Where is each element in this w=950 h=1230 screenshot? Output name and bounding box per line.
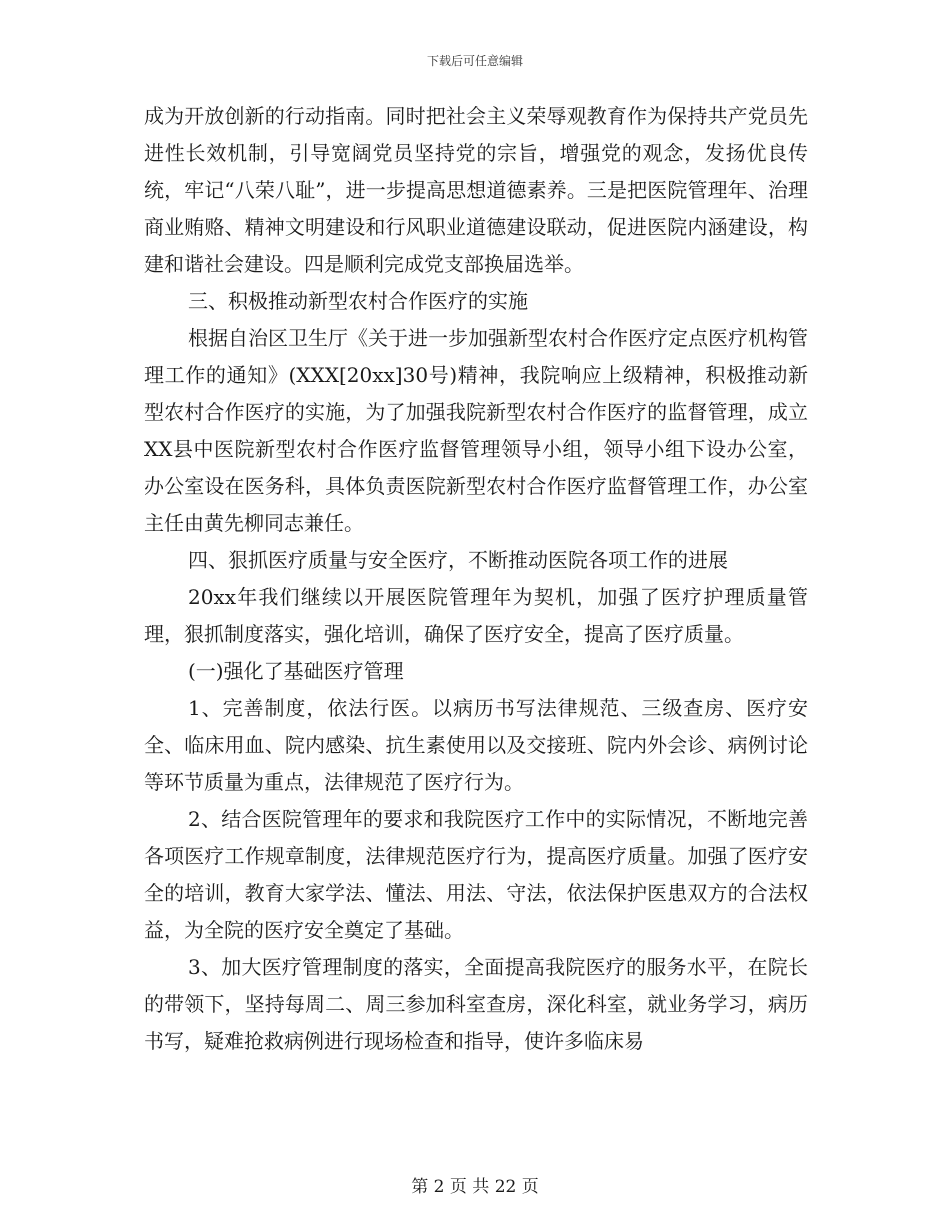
list-item-2: 2、结合医院管理年的要求和我院医疗工作中的实际情况，不断地完善各项医疗工作规章制度，法律规范医疗行为，提高医疗质量。加强了医疗安全的培训，教育大家学法、懂法、用法、守法，依法保护医患双方的合法权益，为全院的医疗安全奠定了基础。: [144, 807, 808, 942]
paragraph-rural-cooperative: 根据自治区卫生厅《关于进一步加强新型农村合作医疗定点医疗机构管理工作的通知》(XXX[20xx]30号)精神，我院响应上级精神，积极推动新型农村合作医疗的实施，为了加强我院新型农村合作医疗的监督管理，成立XX县中医院新型农村合作医疗监督管理领导小组，领导小组下设办公室，办公室设在医务科，具体负责医院新型农村合作医疗监督管理工作，办公室主任由黄先柳同志兼任。: [144, 326, 808, 535]
paragraph-quality-management: 20xx年我们继续以开展医院管理年为契机，加强了医疗护理质量管理，狠抓制度落实，强化培训，确保了医疗安全，提高了医疗质量。: [144, 585, 808, 646]
list-item-3: 3、加大医疗管理制度的落实，全面提高我院医疗的服务水平，在院长的带领下，坚持每周二、周三参加科室查房，深化科室，就业务学习，病历书写，疑难抢救病例进行现场检查和指导，使许多临床易: [144, 955, 808, 1053]
paragraph-continuation: 成为开放创新的行动指南。同时把社会主义荣辱观教育作为保持共产党员先进性长效机制，引导宽阔党员坚持党的宗旨，增强党的观念，发扬优良传统，牢记“八荣八耻”，进一步提高思想道德素养。三是把医院管理年、治理商业贿赂、精神文明建设和行风职业道德建设联动，促进医院内涵建设，构建和谐社会建设。四是顺利完成党支部换届选举。: [144, 104, 808, 276]
page-number-footer: 第 2 页 共 22 页: [411, 1177, 539, 1197]
subsection-heading-1: (一)强化了基础医疗管理: [188, 659, 404, 683]
page-header-note: 下载后可任意编辑: [426, 54, 523, 68]
document-body: [144, 98, 808, 1060]
section-heading-4: 四、狠抓医疗质量与安全医疗，不断推动医院各项工作的进展: [188, 548, 728, 572]
list-item-1: 1、完善制度，依法行医。以病历书写法律规范、三级查房、医疗安全、临床用血、院内感染、抗生素使用以及交接班、院内外会诊、病例讨论等环节质量为重点，法律规范了医疗行为。: [144, 696, 808, 794]
section-heading-3: 三、积极推动新型农村合作医疗的实施: [188, 289, 528, 313]
